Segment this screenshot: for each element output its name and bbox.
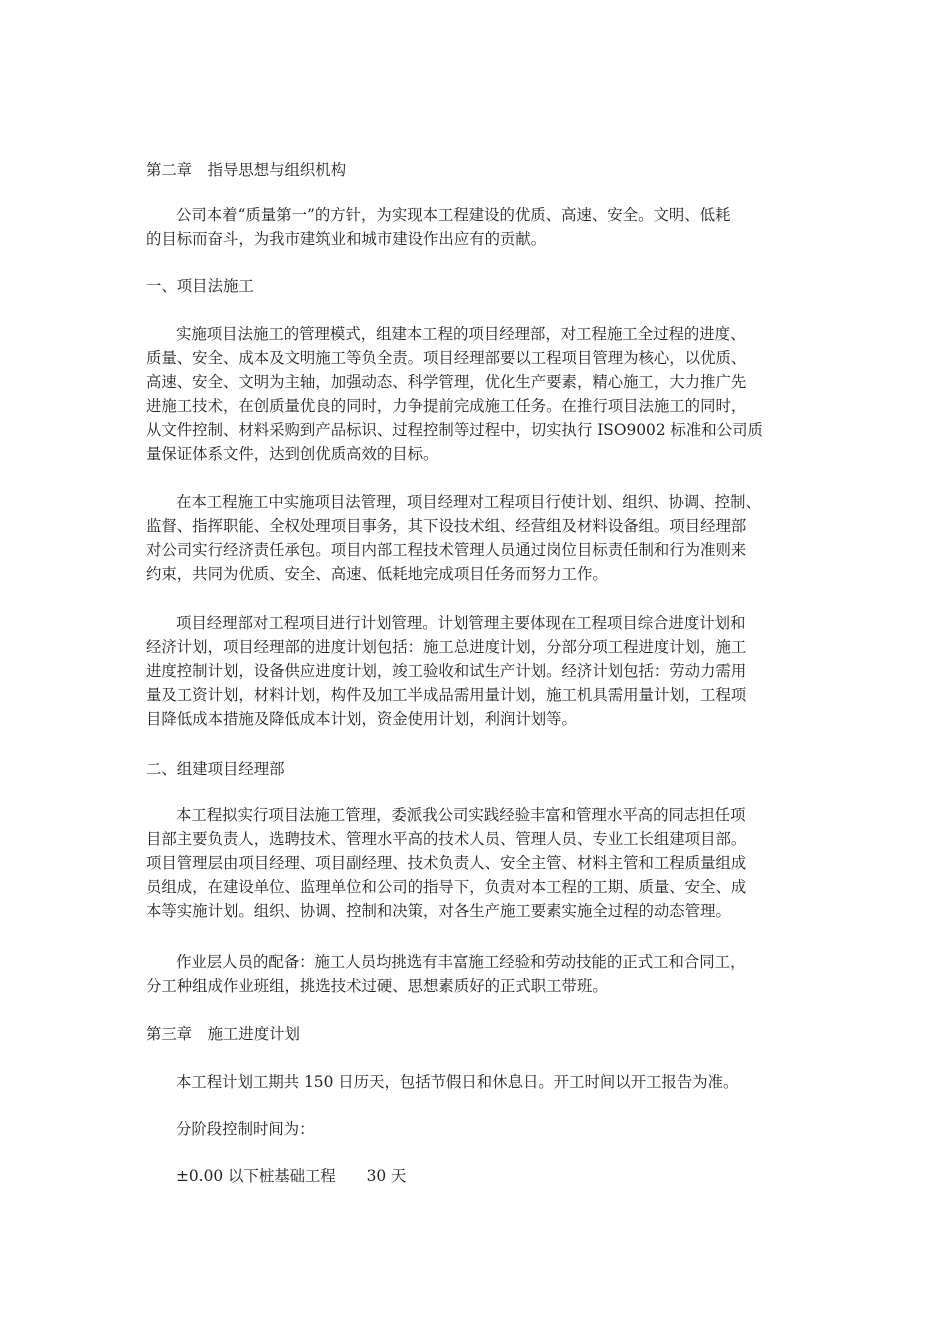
paragraph-line: 从文件控制、材料采购到产品标识、过程控制等过程中，切实执行 ISO9002 标准和公司质 [146,421,763,439]
paragraph-line: 对公司实行经济责任承包。项目内部工程技术管理人员通过岗位目标责任制和行为准则来 [146,541,747,559]
paragraph-line: 本等实施计划。组织、协调、控制和决策，对各生产施工要素实施全过程的动态管理。 [146,902,731,920]
schedule-item: ±0.00 以下桩基础工程 30 天 [176,1167,407,1185]
paragraph-line: 在本工程施工中实施项目法管理，项目经理对工程项目行使计划、组织、协调、控制、 [176,493,761,511]
paragraph-line: 监督、指挥职能、全权处理项目事务，其下设技术组、经营组及材料设备组。项目经理部 [146,517,747,535]
paragraph-line: 目部主要负责人，选聘技术、管理水平高的技术人员、管理人员、专业工长组建项目部。 [146,830,747,848]
paragraph-line: 质量、安全、成本及文明施工等负全责。项目经理部要以工程项目管理为核心，以优质、 [146,349,747,367]
paragraph-line: 量保证体系文件，达到创优质高效的目标。 [146,445,439,463]
paragraph-line: 本工程拟实行项目法施工管理，委派我公司实践经验丰富和管理水平高的同志担任项 [176,806,746,824]
paragraph-line: 公司本着“质量第一”的方针，为实现本工程建设的优质、高速、安全。文明、低耗 [176,206,731,224]
paragraph-line: 进度控制计划，设备供应进度计划，竣工验收和试生产计划。经济计划包括：劳动力需用 [146,662,747,680]
paragraph-line: 量及工资计划，材料计划，构件及加工半成品需用量计划，施工机具需用量计划，工程项 [146,686,747,704]
section-heading: 一、项目法施工 [146,277,254,295]
paragraph-line: 高速、安全、文明为主轴，加强动态、科学管理，优化生产要素，精心施工，大力推广先 [146,373,747,391]
section-heading: 二、组建项目经理部 [146,760,285,778]
paragraph-line: 进施工技术，在创质量优良的同时，力争提前完成施工任务。在推行项目法施工的同时， [146,397,747,415]
paragraph-line: 实施项目法施工的管理模式，组建本工程的项目经理部，对工程施工全过程的进度、 [176,325,746,343]
chapter-heading: 第三章 施工进度计划 [146,1025,300,1043]
paragraph-line: 项目管理层由项目经理、项目副经理、技术负责人、安全主管、材料主管和工程质量组成 [146,854,747,872]
paragraph-line: 经济计划，项目经理部的进度计划包括：施工总进度计划，分部分项工程进度计划，施工 [146,638,747,656]
paragraph-line: 作业层人员的配备：施工人员均挑选有丰富施工经验和劳动技能的正式工和合同工， [176,953,746,971]
paragraph-line: 员组成，在建设单位、监理单位和公司的指导下，负责对本工程的工期、质量、安全、成 [146,878,747,896]
paragraph-line: 分工种组成作业班组，挑选技术过硬、思想素质好的正式职工带班。 [146,977,608,995]
paragraph-line: 目降低成本措施及降低成本计划，资金使用计划，利润计划等。 [146,710,577,728]
paragraph-line: 约束，共同为优质、安全、高速、低耗地完成项目任务而努力工作。 [146,565,608,583]
paragraph-line: 的目标而奋斗，为我市建筑业和城市建设作出应有的贡献。 [146,230,547,248]
paragraph-line: 分阶段控制时间为： [176,1120,315,1138]
paragraph-line: 本工程计划工期共 150 日历天，包括节假日和休息日。开工时间以开工报告为准。 [176,1073,739,1091]
chapter-heading: 第二章 指导思想与组织机构 [146,161,347,179]
paragraph-line: 项目经理部对工程项目进行计划管理。计划管理主要体现在工程项目综合进度计划和 [176,614,746,632]
